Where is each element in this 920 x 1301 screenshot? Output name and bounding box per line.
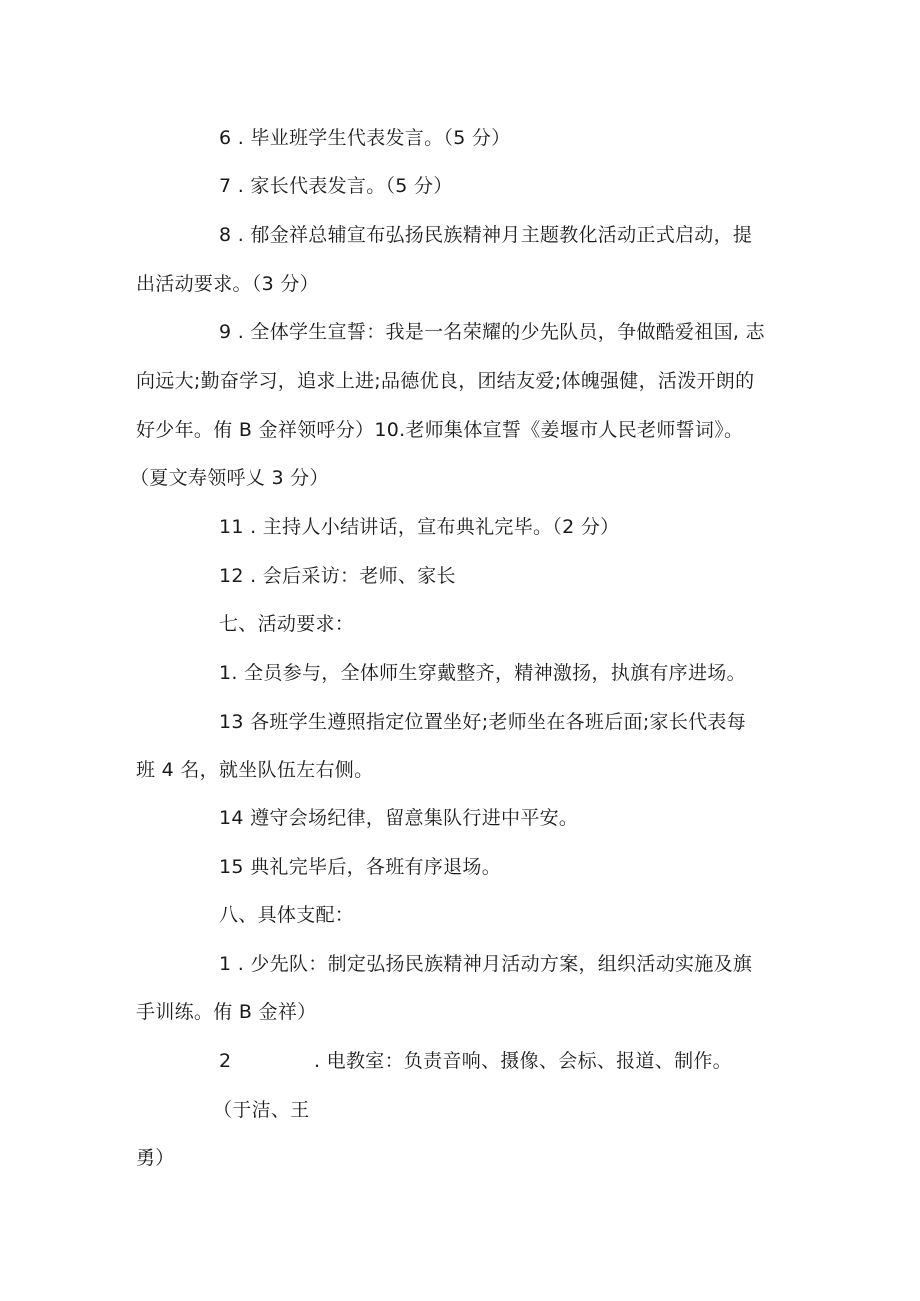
text-line: 14 遵守会场纪律，留意集队行进中平安。: [219, 807, 579, 829]
text-line: 13 各班学生遵照指定位置坐好;老师坐在各班后面;家长代表每: [219, 711, 747, 733]
text-line: 1 . 少先队：制定弘扬民族精神月活动方案，组织活动实施及旗: [219, 953, 753, 975]
text-line: 15 典礼完毕后，各班有序退场。: [219, 856, 502, 878]
text-line: 7 . 家长代表发言。（5 分）: [219, 175, 453, 197]
text-line: 8 . 郁金祥总辅宣布弘扬民族精神月主题教化活动正式启动，提: [219, 224, 753, 246]
text-line: 12 . 会后采访：老师、家长: [219, 565, 456, 587]
section-heading: 八、具体支配：: [219, 904, 355, 926]
section-heading: 七、活动要求：: [219, 613, 355, 635]
text-line: 1. 全员参与，全体师生穿戴整齐，精神激扬，执旗有序进场。: [219, 662, 746, 684]
text-line: 出活动要求。（3 分）: [136, 273, 319, 295]
text-line: 11 . 主持人小结讲话，宣布典礼完毕。（2 分）: [219, 516, 620, 538]
text-line: 手训练。侑 B 金祥）: [136, 1001, 317, 1023]
text-line: 好少年。侑 B 金祥领呼分）10.老师集体宣誓《姜堰市人民老师誓词》。: [136, 419, 744, 441]
text-line: 勇）: [136, 1147, 175, 1169]
text-line: 6 . 毕业班学生代表发言。（5 分）: [219, 127, 511, 149]
text-line: 向远大;勤奋学习，追求上进;品德优良，团结友爱;体魄强健，活泼开朗的: [136, 370, 755, 392]
text-line: 9 . 全体学生宣誓：我是一名荣耀的少先队员，争做酷爱祖国, 志: [219, 321, 765, 343]
item-number: 2: [219, 1050, 232, 1072]
text-line: （夏文寿领呼乂 3 分）: [130, 467, 329, 489]
text-line: . 电教室：负责音响、摄像、会标、报道、制作。: [314, 1050, 732, 1072]
text-line: 班 4 名，就坐队伍左右侧。: [136, 759, 374, 781]
text-line: （于洁、王: [213, 1099, 310, 1121]
